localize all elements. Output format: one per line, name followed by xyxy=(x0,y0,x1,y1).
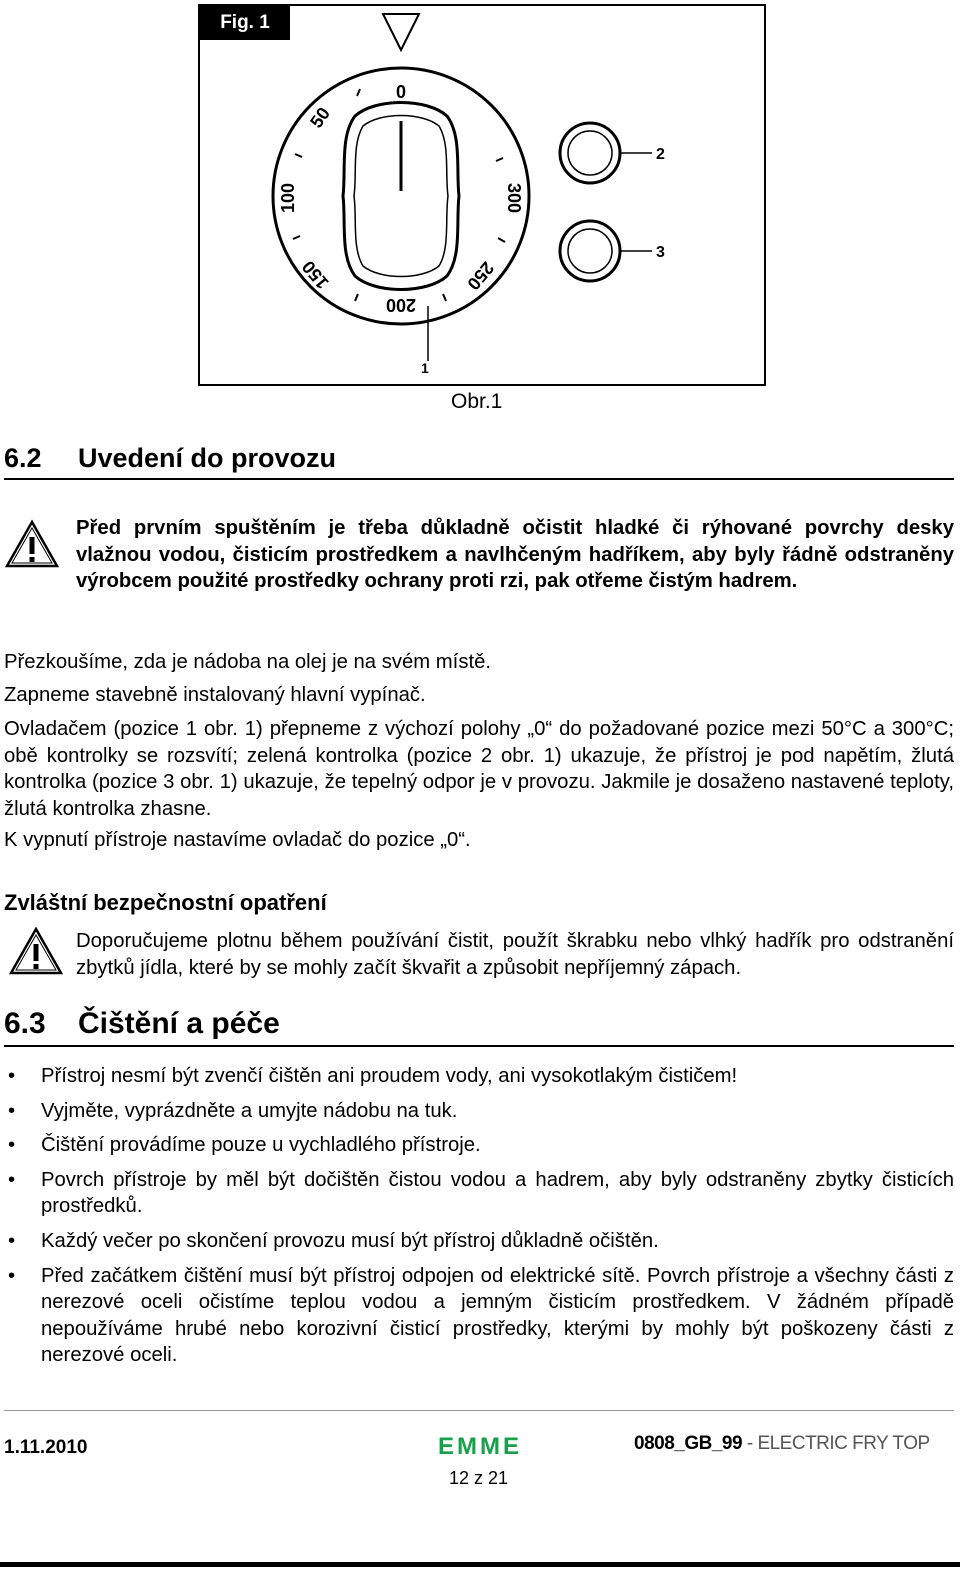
dial-mark-0: 0 xyxy=(395,82,407,102)
dial-mark-50: 50 xyxy=(306,103,335,132)
callout-1: 1 xyxy=(421,360,429,376)
footer-date: 1.11.2010 xyxy=(4,1437,88,1458)
dial-mark-300: 300 xyxy=(504,182,524,214)
yellow-indicator-lamp xyxy=(560,221,620,281)
switch-off-line: K vypnutí přístroje nastavíme ovladač do pozice „0“. xyxy=(4,829,471,851)
dial-mark-250: 250 xyxy=(463,257,498,294)
callout-3: 3 xyxy=(656,244,665,261)
section-heading-6-3 xyxy=(4,1007,280,1041)
pointer-triangle xyxy=(383,14,419,50)
check-oil-line: Přezkoušíme, zda je nádoba na olej je na svém místě. xyxy=(4,651,492,673)
dial-mark-150: 150 xyxy=(298,256,333,293)
heading-rule xyxy=(4,1045,954,1047)
green-indicator-lamp xyxy=(560,123,620,183)
section-title: Čištění a péče xyxy=(78,1007,280,1040)
cleaning-list xyxy=(4,1063,954,1377)
warning-text: Před prvním spuštěním je třeba důkladně očistit hladké či rýhované povrchy desky vlažnou vodou, čisticím prostředkem a navlhčeným hadříkem, aby byly řádně odstraněny výrobcem použité prostředky ochrany proti rzi, pak otřeme čistým hadrem. xyxy=(76,517,954,593)
list-item: • Přístroj nesmí být zvenčí čištěn ani proudem vody, ani vysokotlakým čističem! xyxy=(8,1065,738,1087)
callout-2: 2 xyxy=(656,146,665,163)
heading-rule xyxy=(4,478,954,480)
bottom-bar xyxy=(0,1562,960,1567)
dial-mark-200: 200 xyxy=(385,295,417,315)
svg-text:EMME: EMME xyxy=(438,1434,522,1456)
control-dial-diagram xyxy=(200,6,764,384)
list-item: • Každý večer po skončení provozu musí být přístroj důkladně očištěn. xyxy=(8,1229,659,1252)
warning-icon xyxy=(8,926,64,976)
page-number: 12 z 21 xyxy=(449,1468,509,1488)
dial-mark-100: 100 xyxy=(278,182,298,214)
section-heading-6-2 xyxy=(4,443,336,474)
main-switch-line: Zapneme stavebně instalovaný hlavní vypínač. xyxy=(4,684,426,706)
safety-text: Doporučujeme plotnu během používání čistit, použít škrabku nebo vlhký hadřík pro odstranění zbytků jídla, které by se mohly začít škvařit a způsobit nepříjemný zápach. xyxy=(76,930,954,979)
footer-rule xyxy=(4,1410,954,1411)
operation-paragraph: Ovladačem (pozice 1 obr. 1) přepneme z výchozí polohy „0“ do požadované pozice mezi 50°C a 300°C; obě kontrolky se rozsvítí; zelená kontrolka (pozice 2 obr. 1) ukazuje, že přístroj je pod napětím, žlutá kontrolka (pozice 3 obr. 1) ukazuje, že tepelný odpor je v provozu. Jakmile je dosaženo nastavené teploty, žlutá kontrolka zhasne. xyxy=(4,718,954,820)
warning-icon xyxy=(4,519,60,569)
figure-caption: Obr.1 xyxy=(451,390,503,413)
figure-1 xyxy=(198,4,766,386)
safety-heading: Zvláštní bezpečnostní opatření xyxy=(4,890,327,915)
list-item: • Před začátkem čištění musí být přístroj odpojen od elektrické sítě. Povrch přístroje a všechny části z nerezové oceli očistíme teplou vodou a jemným čisticím prostředkem. V žádném případě nepoužíváme hrubé nebo korozivní čisticí prostředky, kterými by mohly být poškozeny části z nerezové oceli. xyxy=(8,1264,954,1367)
list-item: • Čištění provádíme pouze u vychladlého přístroje. xyxy=(8,1134,481,1157)
section-number: 6.3 xyxy=(4,1007,46,1040)
footer-document-title: 0808_GB_99 - ELECTRIC FRY TOP xyxy=(634,1433,930,1454)
section-number: 6.2 xyxy=(4,443,42,473)
emme-logo xyxy=(422,1434,538,1456)
figure-label: Fig. 1 xyxy=(200,6,290,40)
section-title: Uvedení do provozu xyxy=(78,443,337,473)
list-item: • Vyjměte, vyprázdněte a umyjte nádobu na tuk. xyxy=(8,1099,458,1122)
list-item: • Povrch přístroje by měl být dočištěn čistou vodou a hadrem, aby byly odstraněny zbytky čisticích prostředků. xyxy=(8,1168,954,1218)
